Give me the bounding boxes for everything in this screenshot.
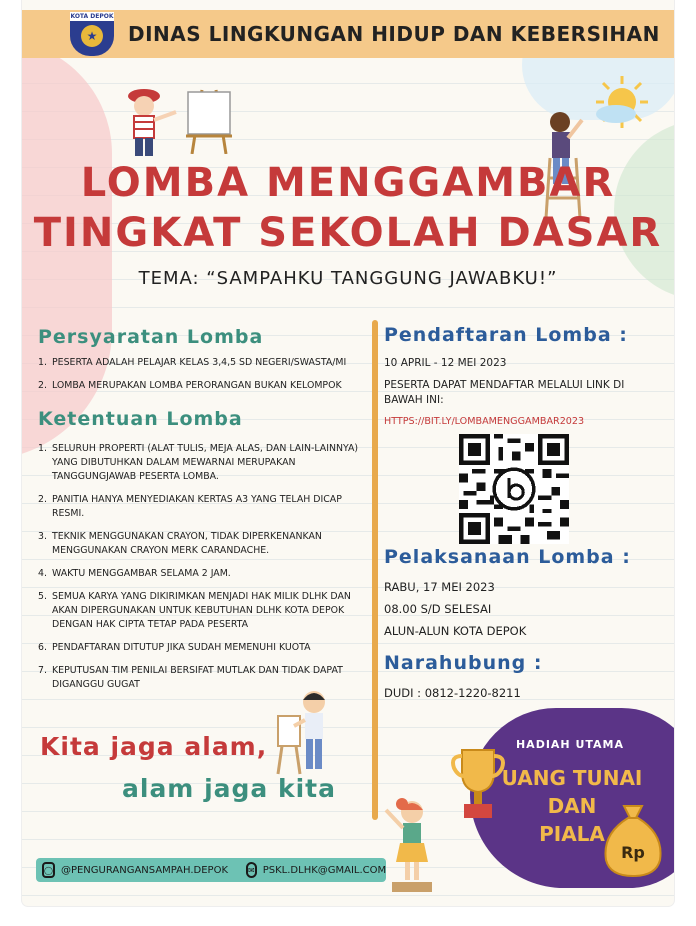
list-item: 2. PANITIA HANYA MENYEDIAKAN KERTAS A3 YANG TELAH DICAP RESMI. [38,494,342,519]
execution-time: 08.00 S/D SELESAI [384,602,492,616]
list-item: 4. WAKTU MENGGAMBAR SELAMA 2 JAM. [38,568,231,579]
execution-day: RABU, 17 MEI 2023 [384,580,495,594]
qr-code[interactable] [459,434,569,544]
list-item: 3. TEKNIK MENGGUNAKAN CRAYON, TIDAK DIPERKENANKAN MENGGUNAKAN CRAYON MERK CARANDACHE. [38,531,322,556]
poster-title-line2: TINGKAT SEKOLAH DASAR [33,210,663,256]
email-icon: ✉ [246,862,257,878]
list-item: 1. SELURUH PROPERTI (ALAT TULIS, MEJA ALAS, DAN LAIN-LAINNYA) YANG DIBUTUHKAN DALAM MEWARNAI MERUPAKAN TANGGUNGJAWAB PESERTA LOMBA. [38,443,359,482]
email-address[interactable]: PSKL.DLHK@GMAIL.COM [262,864,387,876]
poster-title-line1: LOMBA MENGGAMBAR [80,160,616,206]
execution-place: ALUN-ALUN KOTA DEPOK [384,624,527,638]
money-bag-text: Rp [621,843,645,862]
header-bar [22,10,674,58]
sun-illustration [594,74,650,130]
drawing-boy-illustration [274,686,334,776]
prize-label: HADIAH UTAMA [515,738,625,751]
slogan-line2: alam jaga kita [122,774,336,803]
social-footer [36,858,386,882]
agency-name: DINAS LINGKUNGAN HIDUP DAN KEBERSIHAN [128,22,660,46]
list-item: 1. PESERTA ADALAH PELAJAR KELAS 3,4,5 SD NEGERI/SWASTA/MI [38,357,347,368]
painting-girl-illustration [382,796,442,896]
list-item: 5. SEMUA KARYA YANG DIKIRIMKAN MENJADI HAK MILIK DLHK DAN AKAN DIPERGUNAKAN UNTUK KEBUTUHAN DLHK KOTA DEPOK DENGAN HAK CIPTA TETAP PADA PESERTA [38,591,351,630]
easel-illustration [180,86,238,154]
rules-list [38,442,368,701]
list-item: 6. PENDAFTARAN DITUTUP JIKA SUDAH MEMENUHI KUOTA [38,642,311,653]
execution-heading: Pelaksanaan Lomba : [384,546,631,568]
registration-dates: 10 APRIL - 12 MEI 2023 [384,357,507,369]
trophy-icon [450,742,506,822]
list-item: 2. LOMBA MERUPAKAN LOMBA PERORANGAN BUKAN KELOMPOK [38,380,342,391]
instagram-icon: ◯ [42,862,55,878]
prize-line1: UANG TUNAI [501,766,643,790]
registration-link[interactable]: HTTPS://BIT.LY/LOMBAMENGGAMBAR2023 [384,416,585,427]
emblem-icon: ★ [81,25,103,47]
contact-person: DUDI : 0812-1220-8211 [384,686,521,700]
rules-heading: Ketentuan Lomba [38,408,243,430]
contact-heading: Narahubung : [384,652,543,674]
slogan-line1: Kita jaga alam, [40,732,268,761]
prize-line3: PIALA [539,822,605,846]
list-item: 7. KEPUTUSAN TIM PENILAI BERSIFAT MUTLAK DAN TIDAK DAPAT DIGANGGU GUGAT [38,665,343,690]
instagram-handle[interactable]: @PENGURANGANSAMPAH.DEPOK [60,864,229,876]
kota-depok-logo [70,12,114,56]
registration-heading: Pendaftaran Lomba : [384,324,628,346]
requirements-heading: Persyaratan Lomba [38,326,264,348]
poster [22,0,674,906]
requirements-list [38,356,368,402]
painter-kid-illustration [114,84,184,164]
theme-text: TEMA: “SAMPAHKU TANGGUNG JAWABKU!” [138,268,558,289]
money-bag-icon [598,800,668,880]
prize-line2: DAN [547,794,597,818]
logo-text: KOTA DEPOK [70,13,114,20]
column-divider [372,320,378,820]
registration-note: PESERTA DAPAT MENDAFTAR MELALUI LINK DI BAWAH INI: [384,379,625,406]
